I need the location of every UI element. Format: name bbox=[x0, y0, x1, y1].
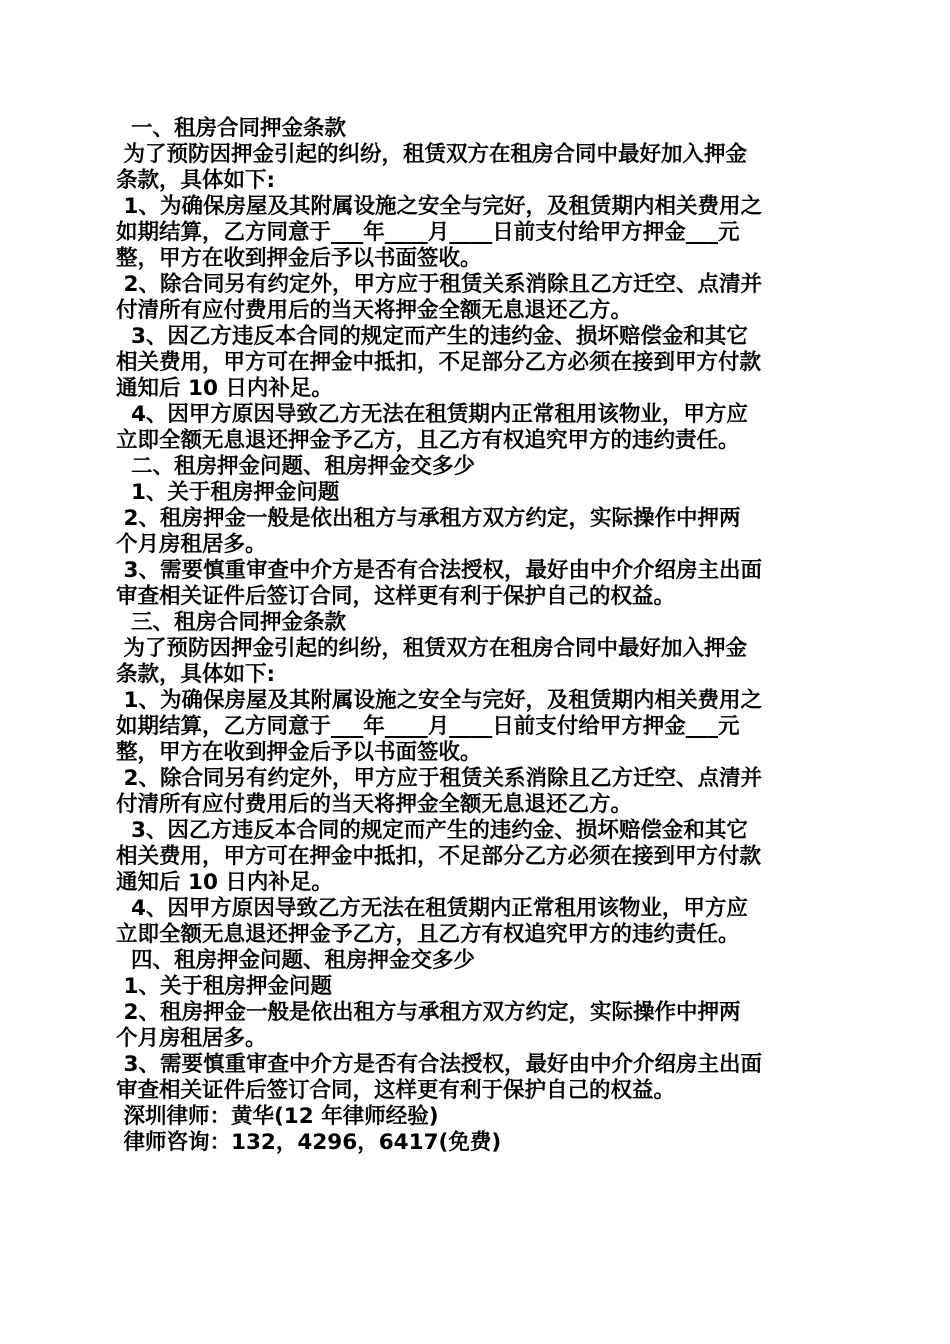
lawyer-contact-line: 律师咨询：132，4296，6417(免费) bbox=[116, 1130, 502, 1155]
document-body bbox=[116, 116, 836, 1156]
text-line: 四、租房押金问题、租房押金交多少 bbox=[116, 948, 475, 973]
text-line: 1、关于租房押金问题 bbox=[116, 480, 340, 505]
text-line: 付清所有应付费用后的当天将押金全额无息退还乙方。 bbox=[116, 298, 633, 323]
text-line: 审查相关证件后签订合同，这样更有利于保护自己的权益。 bbox=[116, 1078, 676, 1103]
text-line: 如期结算，乙方同意于___年____月____日前支付给甲方押金___元 bbox=[116, 220, 740, 245]
text-line: 为了预防因押金引起的纠纷，租赁双方在租房合同中最好加入押金 bbox=[116, 142, 747, 167]
text-line: 4、因甲方原因导致乙方无法在租赁期内正常租用该物业，甲方应 bbox=[116, 896, 748, 921]
text-line: 条款，具体如下: bbox=[116, 662, 276, 687]
text-line: 一、租房合同押金条款 bbox=[116, 116, 346, 141]
text-line: 三、租房合同押金条款 bbox=[116, 610, 346, 635]
text-line: 付清所有应付费用后的当天将押金全额无息退还乙方。 bbox=[116, 792, 633, 817]
text-line: 二、租房押金问题、租房押金交多少 bbox=[116, 454, 475, 479]
text-line: 个月房租居多。 bbox=[116, 532, 267, 557]
text-line: 3、因乙方违反本合同的规定而产生的违约金、损坏赔偿金和其它 bbox=[116, 818, 748, 843]
text-line: 立即全额无息退还押金予乙方，且乙方有权追究甲方的违约责任。 bbox=[116, 922, 740, 947]
text-line: 条款，具体如下: bbox=[116, 168, 276, 193]
text-line: 整，甲方在收到押金后予以书面签收。 bbox=[116, 246, 482, 271]
text-line: 通知后 10 日内补足。 bbox=[116, 870, 333, 895]
text-line: 3、需要慎重审查中介方是否有合法授权，最好由中介介绍房主出面 bbox=[116, 1052, 762, 1077]
text-line: 为了预防因押金引起的纠纷，租赁双方在租房合同中最好加入押金 bbox=[116, 636, 747, 661]
text-line: 4、因甲方原因导致乙方无法在租赁期内正常租用该物业，甲方应 bbox=[116, 402, 748, 427]
text-line: 1、为确保房屋及其附属设施之安全与完好，及租赁期内相关费用之 bbox=[116, 688, 762, 713]
text-line: 相关费用，甲方可在押金中抵扣，不足部分乙方必须在接到甲方付款 bbox=[116, 350, 762, 375]
text-line: 1、为确保房屋及其附属设施之安全与完好，及租赁期内相关费用之 bbox=[116, 194, 762, 219]
text-line: 如期结算，乙方同意于___年____月____日前支付给甲方押金___元 bbox=[116, 714, 740, 739]
text-line: 审查相关证件后签订合同，这样更有利于保护自己的权益。 bbox=[116, 584, 676, 609]
text-line: 2、租房押金一般是依出租方与承租方双方约定，实际操作中押两 bbox=[116, 1000, 741, 1025]
lawyer-name-line: 深圳律师：黄华(12 年律师经验) bbox=[116, 1104, 439, 1129]
text-line: 3、需要慎重审查中介方是否有合法授权，最好由中介介绍房主出面 bbox=[116, 558, 762, 583]
text-line: 2、除合同另有约定外，甲方应于租赁关系消除且乙方迁空、点清并 bbox=[116, 766, 762, 791]
text-line: 相关费用，甲方可在押金中抵扣，不足部分乙方必须在接到甲方付款 bbox=[116, 844, 762, 869]
text-line: 3、因乙方违反本合同的规定而产生的违约金、损坏赔偿金和其它 bbox=[116, 324, 748, 349]
text-line: 整，甲方在收到押金后予以书面签收。 bbox=[116, 740, 482, 765]
text-line: 1、关于租房押金问题 bbox=[116, 974, 332, 999]
text-line: 个月房租居多。 bbox=[116, 1026, 267, 1051]
text-line: 立即全额无息退还押金予乙方，且乙方有权追究甲方的违约责任。 bbox=[116, 428, 740, 453]
text-line: 2、除合同另有约定外，甲方应于租赁关系消除且乙方迁空、点清并 bbox=[116, 272, 762, 297]
text-line: 通知后 10 日内补足。 bbox=[116, 376, 333, 401]
text-line: 2、租房押金一般是依出租方与承租方双方约定，实际操作中押两 bbox=[116, 506, 741, 531]
